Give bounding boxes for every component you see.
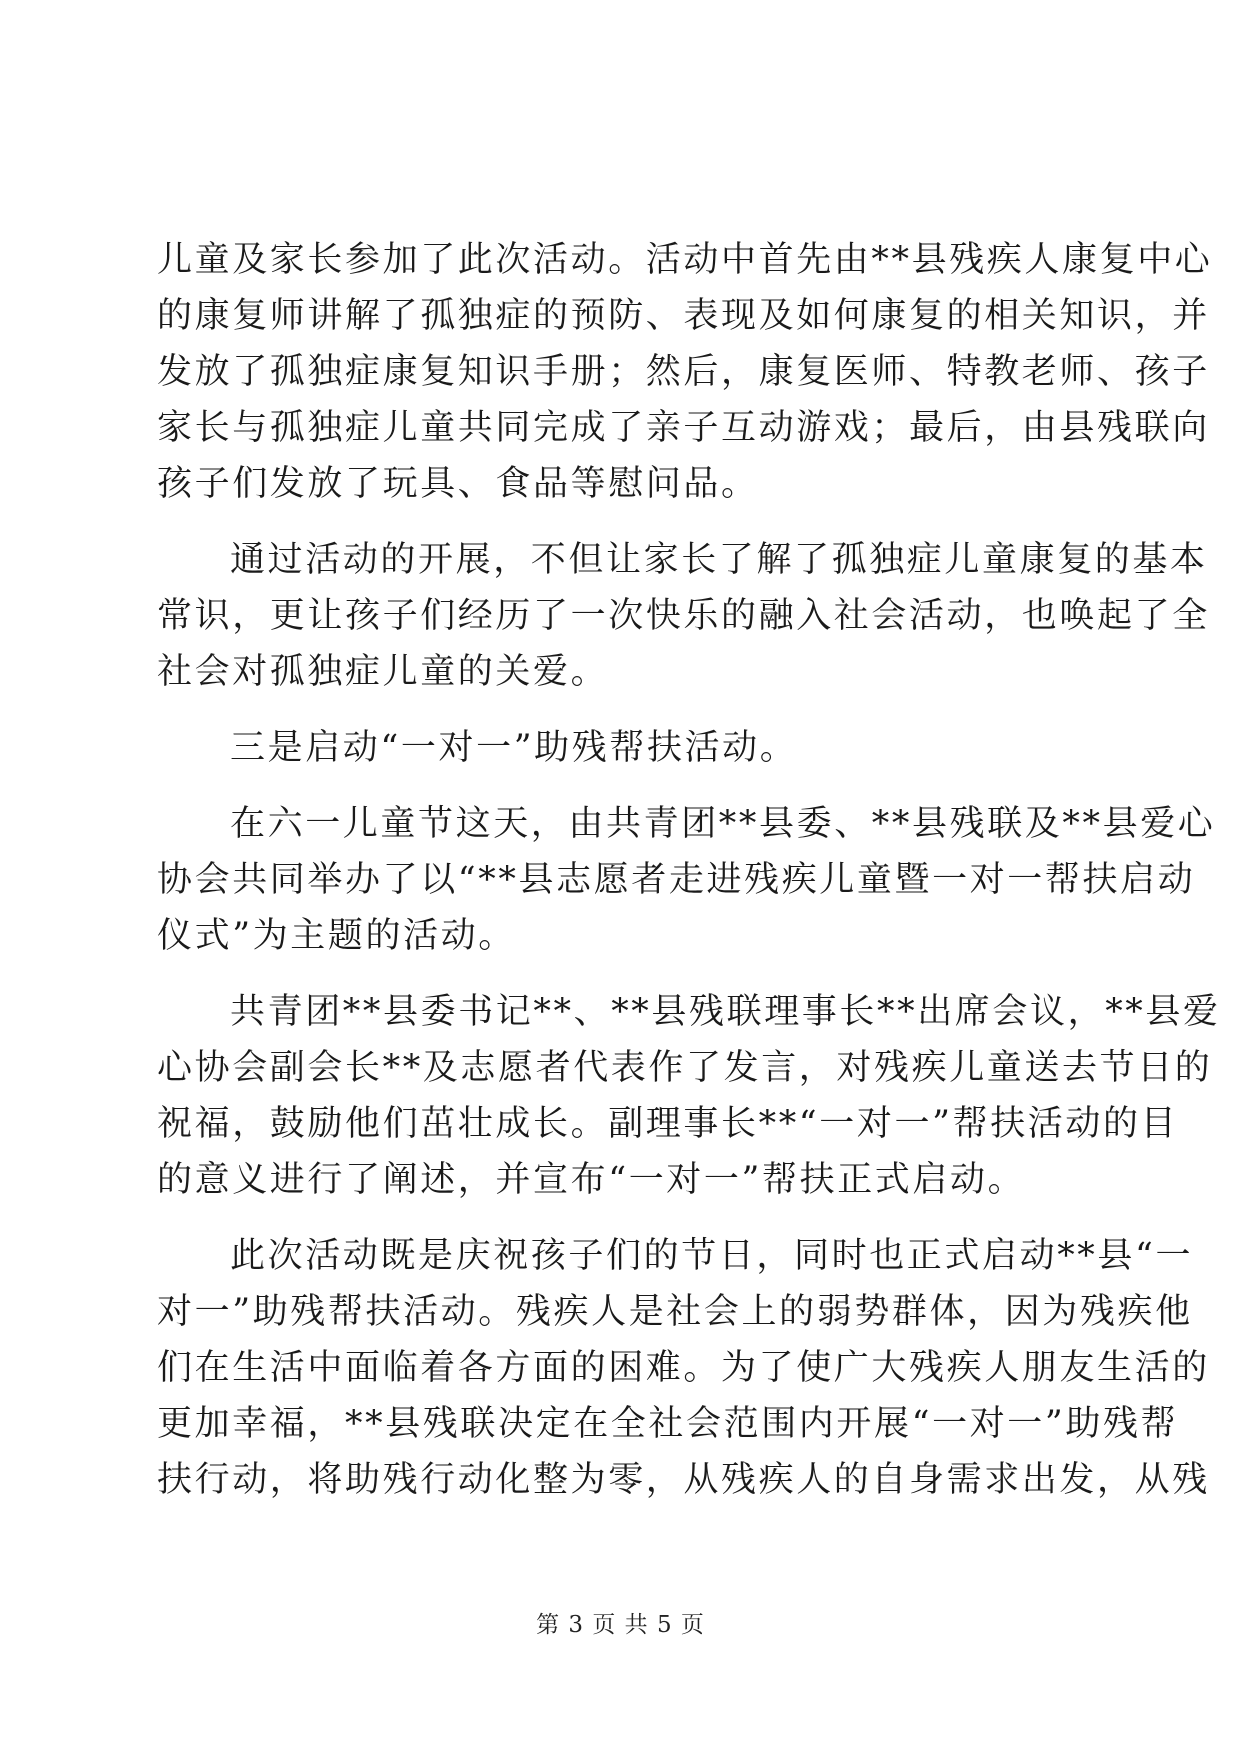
body-text-line: 对一”助残帮扶活动。残疾人是社会上的弱势群体，因为残疾他 [157,1292,1193,1332]
body-text-line: 社会对孤独症儿童的关爱。 [157,652,609,692]
page-number-footer: 第 3 页 共 5 页 [536,1612,705,1638]
body-text-line: 此次活动既是庆祝孩子们的节日，同时也正式启动**县“一 [230,1236,1194,1276]
body-text-line: 发放了孤独症康复知识手册；然后，康复医师、特教老师、孩子 [157,352,1210,392]
body-text-line: 儿童及家长参加了此次活动。活动中首先由**县残疾人康复中心 [157,240,1213,280]
body-text-line: 孩子们发放了玩具、食品等慰问品。 [157,464,759,504]
body-text-line: 协会共同举办了以“**县志愿者走进残疾儿童暨一对一帮扶启动 [157,860,1196,900]
body-text-line: 的康复师讲解了孤独症的预防、表现及如何康复的相关知识，并 [157,296,1210,336]
body-text-line: 仪式”为主题的活动。 [157,916,516,956]
section-heading: 三是启动“一对一”助残帮扶活动。 [230,728,798,768]
body-text-line: 家长与孤独症儿童共同完成了亲子互动游戏；最后，由县残联向 [157,408,1210,448]
body-text-line: 常识，更让孩子们经历了一次快乐的融入社会活动，也唤起了全 [157,596,1210,636]
body-text-line: 们在生活中面临着各方面的困难。为了使广大残疾人朋友生活的 [157,1348,1210,1388]
body-text-line: 更加幸福，**县残联决定在全社会范围内开展“一对一”助残帮 [157,1404,1179,1444]
body-text-line: 通过活动的开展，不但让家长了解了孤独症儿童康复的基本 [230,540,1208,580]
body-text-line: 在六一儿童节这天，由共青团**县委、**县残联及**县爱心 [230,804,1216,844]
body-text-line: 共青团**县委书记**、**县残联理事长**出席会议，**县爱 [230,992,1221,1032]
body-text-line: 心协会副会长**及志愿者代表作了发言，对残疾儿童送去节日的 [157,1048,1213,1088]
body-text-line: 祝福，鼓励他们茁壮成长。副理事长**“一对一”帮扶活动的目 [157,1104,1179,1144]
body-text-line: 的意义进行了阐述，并宣布“一对一”帮扶正式启动。 [157,1160,1026,1200]
body-text-line: 扶行动，将助残行动化整为零，从残疾人的自身需求出发，从残 [157,1460,1210,1500]
